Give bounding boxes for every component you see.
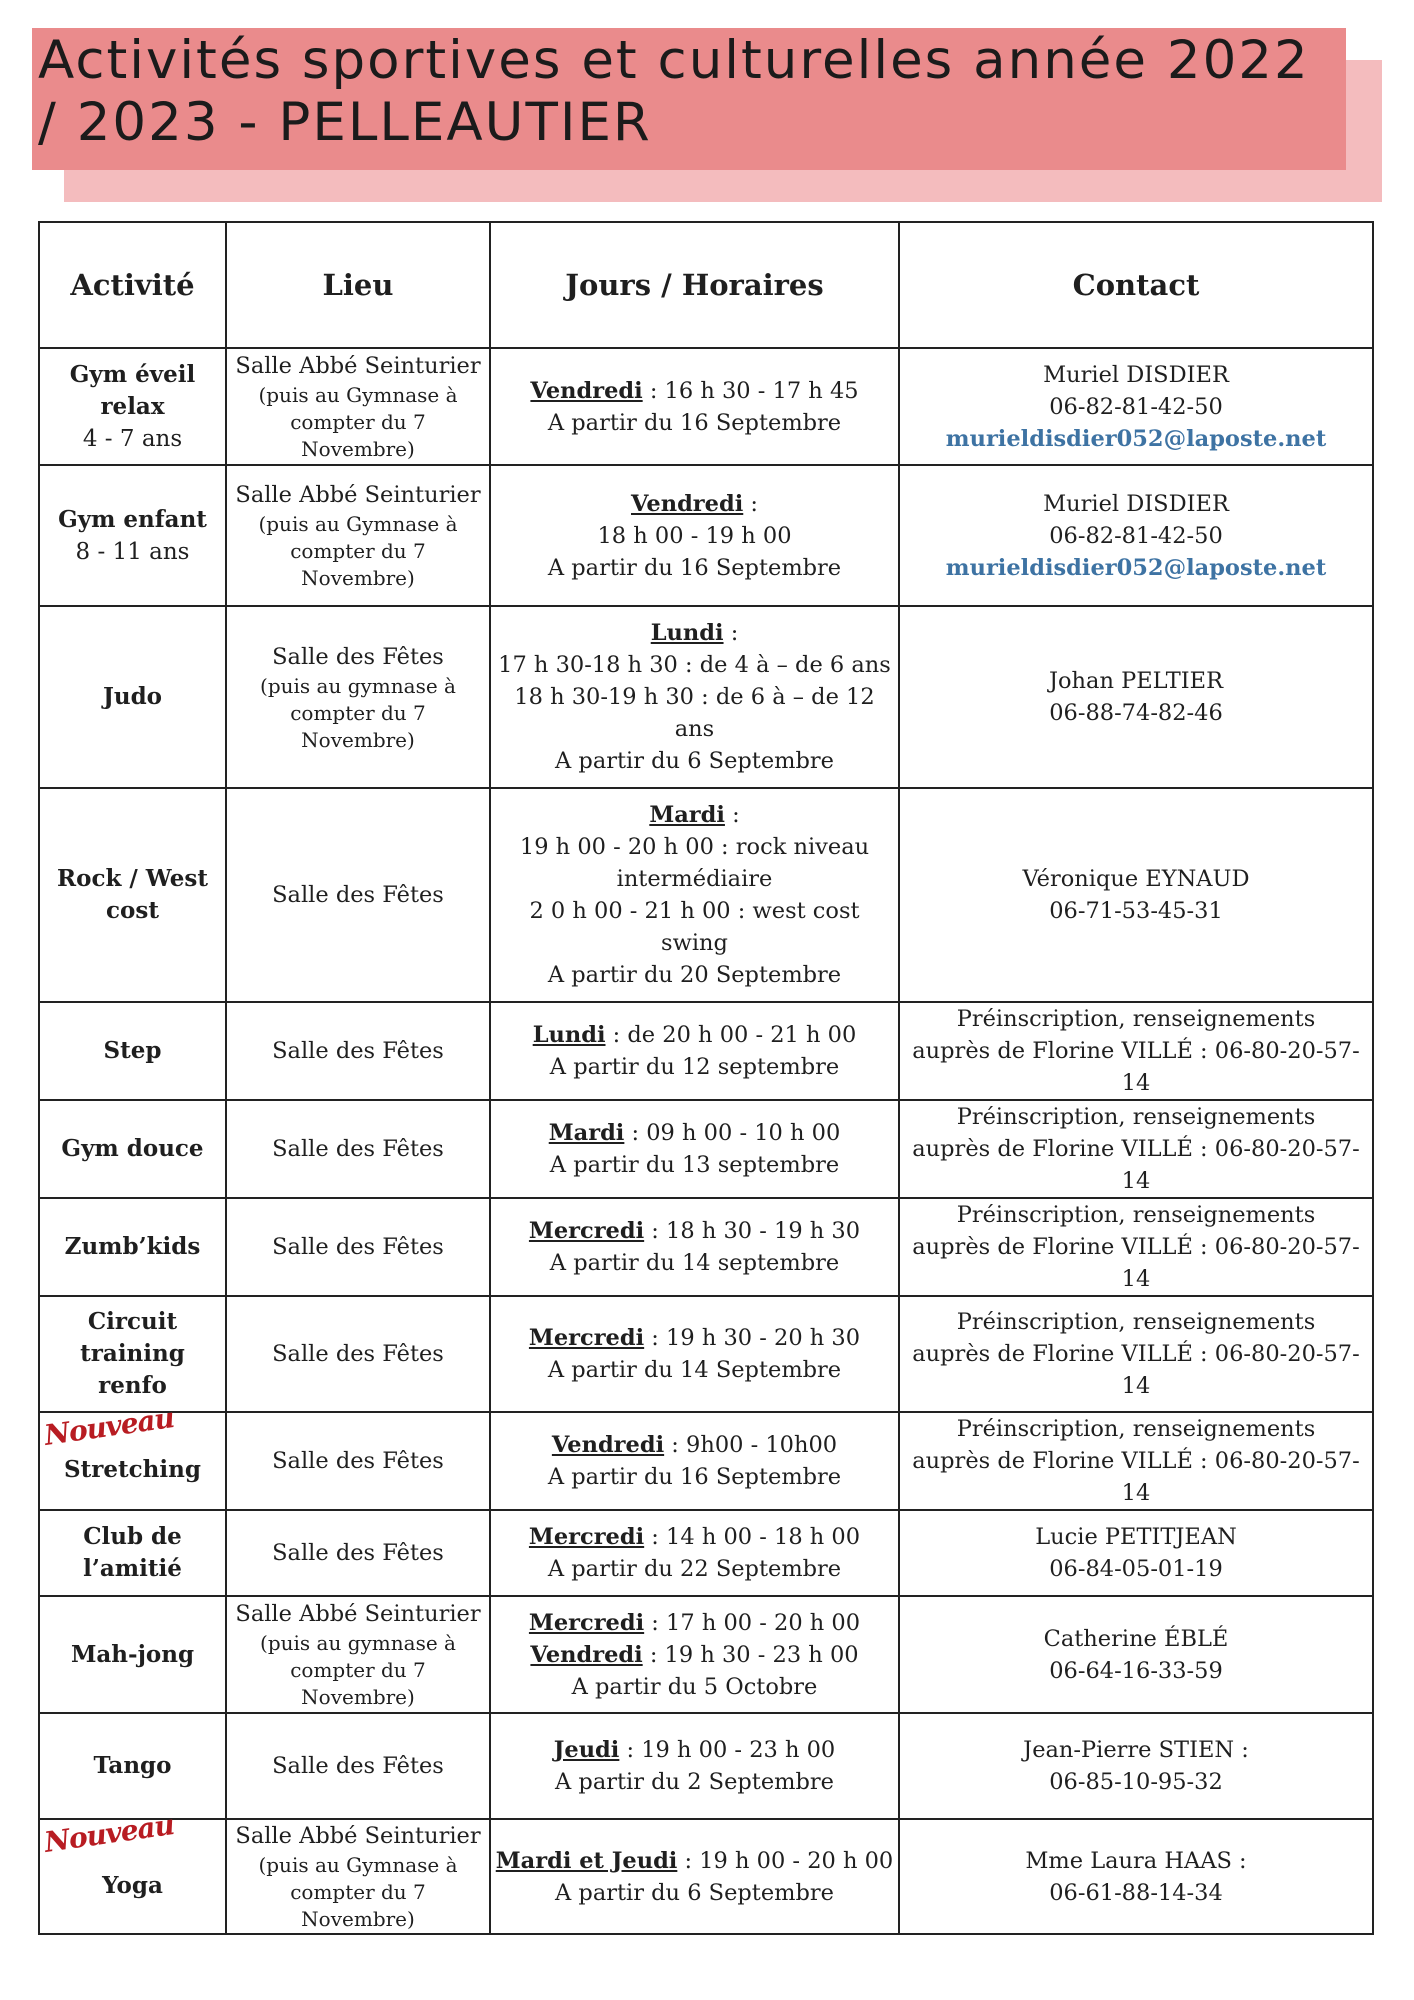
activity-name: cost bbox=[106, 897, 159, 924]
activity-cell bbox=[39, 606, 226, 788]
contact-line: 06-88-74-82-46 bbox=[1049, 700, 1223, 726]
day-label: Mardi bbox=[649, 802, 725, 828]
activities-table bbox=[38, 221, 1374, 1935]
contact-cell bbox=[899, 788, 1373, 1002]
contact-line: auprès de Florine VILLÉ : 06-80-20-57-14 bbox=[912, 1341, 1360, 1399]
day-label: Vendredi bbox=[551, 1432, 665, 1458]
horaires-cell bbox=[490, 1819, 899, 1934]
contact-line: Catherine ÉBLÉ bbox=[1043, 1625, 1229, 1652]
activity-name: training renfo bbox=[80, 1340, 185, 1399]
time-range: : 19 h 30 - 20 h 30 bbox=[644, 1325, 861, 1351]
start-date: A partir du 16 Septembre bbox=[547, 1464, 842, 1490]
time-range: : bbox=[724, 802, 740, 828]
contact-line: 06-64-16-33-59 bbox=[1049, 1657, 1223, 1684]
time-range: : 9h00 - 10h00 bbox=[664, 1432, 838, 1458]
horaires-cell bbox=[490, 1713, 899, 1819]
table-row bbox=[39, 1713, 1373, 1819]
contact-cell bbox=[899, 606, 1373, 788]
time-range: : bbox=[723, 620, 739, 646]
time-range: : 19 h 30 - 23 h 00 bbox=[642, 1641, 859, 1668]
lieu-cell bbox=[226, 348, 490, 465]
activity-name: Circuit bbox=[87, 1308, 178, 1335]
table-row bbox=[39, 1412, 1373, 1510]
activity-cell bbox=[39, 1296, 226, 1412]
lieu-name: Salle des Fêtes bbox=[272, 1540, 444, 1566]
contact-line: auprès de Florine VILLÉ : 06-80-20-57-14 bbox=[912, 1448, 1360, 1506]
horaires-cell bbox=[490, 1510, 899, 1596]
activity-cell bbox=[39, 1401, 226, 1510]
lieu-name: Salle des Fêtes bbox=[272, 1136, 444, 1162]
activity-cell bbox=[39, 1808, 226, 1934]
activity-name: Step bbox=[103, 1037, 162, 1064]
activity-name: Tango bbox=[93, 1752, 172, 1779]
activity-cell bbox=[39, 1510, 226, 1596]
email-link[interactable]: murieldisdier052@laposte.net bbox=[945, 554, 1327, 581]
lieu-cell bbox=[226, 1412, 490, 1510]
contact-cell bbox=[899, 1100, 1373, 1198]
table-row bbox=[39, 1198, 1373, 1296]
schedule-line: 18 h 00 - 19 h 00 bbox=[597, 522, 792, 549]
contact-line: 06-84-05-01-19 bbox=[1049, 1556, 1223, 1582]
table-row bbox=[39, 465, 1373, 606]
activity-name: Club de bbox=[83, 1523, 182, 1550]
time-range: : 19 h 00 - 23 h 00 bbox=[619, 1737, 836, 1763]
activity-name: Gym éveil bbox=[69, 360, 196, 388]
lieu-note: compter du 7 Novembre) bbox=[290, 410, 426, 461]
contact-line: 06-85-10-95-32 bbox=[1049, 1769, 1223, 1795]
contact-line: auprès de Florine VILLÉ : 06-80-20-57-14 bbox=[912, 1136, 1360, 1194]
day-label: Mardi et Jeudi bbox=[495, 1847, 678, 1874]
lieu-name: Salle des Fêtes bbox=[272, 1448, 444, 1474]
contact-line: Préinscription, renseignements bbox=[956, 1006, 1316, 1032]
activity-cell bbox=[39, 1596, 226, 1713]
table-row bbox=[39, 1296, 1373, 1412]
lieu-name: Salle des Fêtes bbox=[272, 1341, 444, 1367]
activity-cell bbox=[39, 348, 226, 465]
horaires-cell bbox=[490, 1100, 899, 1198]
start-date: A partir du 14 septembre bbox=[549, 1250, 840, 1276]
contact-line: Préinscription, renseignements bbox=[956, 1104, 1316, 1130]
activity-name: Rock / West bbox=[57, 865, 208, 892]
lieu-cell bbox=[226, 465, 490, 606]
start-date: A partir du 20 Septembre bbox=[547, 962, 842, 988]
contact-line: 06-82-81-42-50 bbox=[1049, 522, 1223, 549]
contact-line: auprès de Florine VILLÉ : 06-80-20-57-14 bbox=[912, 1234, 1360, 1292]
day-label: Vendredi bbox=[530, 1641, 643, 1668]
lieu-note: compter du 7 Novembre) bbox=[290, 539, 426, 590]
page-title: Activités sportives et culturelles année 2022 / 2023 - PELLEAUTIER bbox=[38, 30, 1310, 153]
table-row bbox=[39, 348, 1373, 465]
header-horaires: Jours / Horaires bbox=[490, 222, 899, 348]
lieu-name: Salle des Fêtes bbox=[272, 882, 444, 908]
lieu-note: (puis au Gymnase à bbox=[258, 383, 458, 407]
lieu-name: Salle Abbé Seinturier bbox=[235, 482, 481, 508]
contact-cell bbox=[899, 1713, 1373, 1819]
activity-cell bbox=[39, 1002, 226, 1100]
start-date: A partir du 12 septembre bbox=[549, 1054, 840, 1080]
lieu-cell bbox=[226, 1819, 490, 1934]
activity-name: Yoga bbox=[102, 1871, 163, 1899]
schedule-line: swing bbox=[661, 930, 728, 956]
time-range: : 18 h 30 - 19 h 30 bbox=[644, 1218, 861, 1244]
contact-cell bbox=[899, 465, 1373, 606]
day-label: Mercredi bbox=[528, 1325, 645, 1351]
lieu-cell bbox=[226, 1002, 490, 1100]
contact-line: Véronique EYNAUD bbox=[1022, 866, 1250, 892]
time-range: : 16 h 30 - 17 h 45 bbox=[642, 377, 859, 404]
lieu-note: (puis au Gymnase à bbox=[258, 1853, 458, 1877]
lieu-cell bbox=[226, 1713, 490, 1819]
table-row bbox=[39, 788, 1373, 1002]
horaires-cell bbox=[490, 1296, 899, 1412]
horaires-cell bbox=[490, 348, 899, 465]
lieu-name: Salle Abbé Seinturier bbox=[235, 353, 481, 379]
day-label: Mercredi bbox=[528, 1609, 645, 1636]
start-date: A partir du 16 Septembre bbox=[547, 554, 842, 581]
contact-line: 06-71-53-45-31 bbox=[1049, 898, 1223, 924]
day-label: Lundi bbox=[650, 620, 724, 646]
contact-line: Muriel DISDIER bbox=[1043, 361, 1229, 388]
contact-cell bbox=[899, 1596, 1373, 1713]
contact-line: Préinscription, renseignements bbox=[956, 1416, 1316, 1442]
activity-name: Judo bbox=[102, 683, 163, 710]
contact-line: auprès de Florine VILLÉ : 06-80-20-57-14 bbox=[912, 1038, 1360, 1096]
horaires-cell bbox=[490, 1002, 899, 1100]
table-row bbox=[39, 1510, 1373, 1596]
start-date: A partir du 6 Septembre bbox=[555, 1879, 834, 1906]
contact-line: Jean-Pierre STIEN : bbox=[1023, 1737, 1249, 1763]
header-lieu: Lieu bbox=[226, 222, 490, 348]
horaires-cell bbox=[490, 606, 899, 788]
schedule-line: 17 h 30-18 h 30 : de 4 à – de 6 ans bbox=[498, 652, 891, 678]
schedule-line: ans bbox=[674, 716, 715, 742]
header-contact: Contact bbox=[899, 222, 1373, 348]
header-row bbox=[39, 222, 1373, 348]
lieu-name: Salle Abbé Seinturier bbox=[235, 1823, 481, 1849]
horaires-cell bbox=[490, 1412, 899, 1510]
day-label: Lundi bbox=[532, 1022, 606, 1048]
nouveau-badge: Nouveau bbox=[42, 1401, 176, 1452]
schedule-line: 2 0 h 00 - 21 h 00 : west cost bbox=[529, 898, 860, 924]
activity-age: 4 - 7 ans bbox=[82, 425, 183, 452]
lieu-name: Salle des Fêtes bbox=[272, 1753, 444, 1779]
time-range: : 09 h 00 - 10 h 00 bbox=[624, 1120, 841, 1146]
table-row bbox=[39, 606, 1373, 788]
horaires-cell bbox=[490, 1596, 899, 1713]
email-link[interactable]: murieldisdier052@laposte.net bbox=[945, 425, 1327, 452]
time-range: : 19 h 00 - 20 h 00 bbox=[677, 1847, 894, 1874]
nouveau-badge: Nouveau bbox=[42, 1808, 176, 1859]
start-date: A partir du 6 Septembre bbox=[555, 748, 834, 774]
lieu-note: compter du 7 Novembre) bbox=[290, 1880, 426, 1931]
contact-cell bbox=[899, 1412, 1373, 1510]
contact-cell bbox=[899, 1510, 1373, 1596]
contact-cell bbox=[899, 348, 1373, 465]
title-band bbox=[32, 28, 1346, 170]
lieu-name: Salle des Fêtes bbox=[272, 1234, 444, 1260]
start-date: A partir du 2 Septembre bbox=[555, 1769, 834, 1795]
lieu-name: Salle Abbé Seinturier bbox=[235, 1601, 481, 1627]
time-range: : bbox=[743, 490, 758, 517]
contact-line: 06-82-81-42-50 bbox=[1049, 393, 1223, 420]
lieu-cell bbox=[226, 788, 490, 1002]
contact-line: Mme Laura HAAS : bbox=[1025, 1847, 1247, 1874]
horaires-cell bbox=[490, 465, 899, 606]
lieu-cell bbox=[226, 1100, 490, 1198]
start-date: A partir du 16 Septembre bbox=[547, 409, 842, 436]
activity-name: Gym enfant bbox=[58, 505, 207, 533]
activity-name: l’amitié bbox=[83, 1555, 182, 1582]
horaires-cell bbox=[490, 788, 899, 1002]
header-activite: Activité bbox=[39, 222, 226, 348]
lieu-cell bbox=[226, 1296, 490, 1412]
day-label: Vendredi bbox=[631, 490, 744, 517]
lieu-note: (puis au gymnase à bbox=[260, 673, 456, 698]
schedule-line: 18 h 30-19 h 30 : de 6 à – de 12 bbox=[514, 684, 875, 710]
contact-line: 06-61-88-14-34 bbox=[1049, 1879, 1223, 1906]
contact-cell bbox=[899, 1296, 1373, 1412]
start-date: A partir du 5 Octobre bbox=[571, 1673, 818, 1700]
contact-line: Muriel DISDIER bbox=[1043, 490, 1229, 517]
lieu-note: (puis au Gymnase à bbox=[258, 512, 458, 536]
day-label: Mercredi bbox=[528, 1218, 645, 1244]
lieu-cell bbox=[226, 606, 490, 788]
start-date: A partir du 13 septembre bbox=[549, 1152, 840, 1178]
activity-name: Gym douce bbox=[61, 1135, 204, 1162]
activity-cell bbox=[39, 1100, 226, 1198]
day-label: Mercredi bbox=[528, 1524, 645, 1550]
time-range: : de 20 h 00 - 21 h 00 bbox=[605, 1022, 857, 1048]
table-row bbox=[39, 1100, 1373, 1198]
day-label: Jeudi bbox=[553, 1737, 620, 1763]
table-row bbox=[39, 1596, 1373, 1713]
table-row bbox=[39, 1819, 1373, 1934]
lieu-note: compter du 7 Novembre) bbox=[290, 700, 426, 752]
activity-age: 8 - 11 ans bbox=[75, 538, 190, 565]
lieu-note: compter du 7 Novembre) bbox=[290, 1658, 426, 1709]
activity-name: Stretching bbox=[64, 1456, 201, 1483]
schedule-line: 19 h 00 - 20 h 00 : rock niveau bbox=[519, 834, 870, 860]
contact-line: Préinscription, renseignements bbox=[956, 1202, 1316, 1228]
table-row bbox=[39, 1002, 1373, 1100]
day-label: Vendredi bbox=[530, 377, 643, 404]
activity-cell bbox=[39, 1713, 226, 1819]
schedule-line: intermédiaire bbox=[616, 866, 773, 892]
start-date: A partir du 22 Septembre bbox=[547, 1556, 842, 1582]
lieu-cell bbox=[226, 1596, 490, 1713]
time-range: : 17 h 00 - 20 h 00 bbox=[644, 1609, 861, 1636]
contact-cell bbox=[899, 1002, 1373, 1100]
activity-name: Zumb’kids bbox=[64, 1233, 201, 1260]
contact-cell bbox=[899, 1198, 1373, 1296]
contact-line: Préinscription, renseignements bbox=[956, 1309, 1316, 1335]
lieu-note: (puis au gymnase à bbox=[260, 1631, 456, 1655]
activity-cell bbox=[39, 788, 226, 1002]
activity-name: Mah-jong bbox=[70, 1640, 195, 1668]
activity-cell bbox=[39, 465, 226, 606]
contact-line: Lucie PETITJEAN bbox=[1035, 1524, 1237, 1550]
contact-cell bbox=[899, 1819, 1373, 1934]
contact-line: Johan PELTIER bbox=[1048, 668, 1224, 694]
lieu-cell bbox=[226, 1510, 490, 1596]
day-label: Mardi bbox=[548, 1120, 625, 1146]
lieu-name: Salle des Fêtes bbox=[272, 643, 444, 670]
activity-name: relax bbox=[100, 392, 165, 420]
start-date: A partir du 14 Septembre bbox=[547, 1357, 842, 1383]
lieu-cell bbox=[226, 1198, 490, 1296]
time-range: : 14 h 00 - 18 h 00 bbox=[644, 1524, 861, 1550]
lieu-name: Salle des Fêtes bbox=[272, 1038, 444, 1064]
activity-cell bbox=[39, 1198, 226, 1296]
horaires-cell bbox=[490, 1198, 899, 1296]
